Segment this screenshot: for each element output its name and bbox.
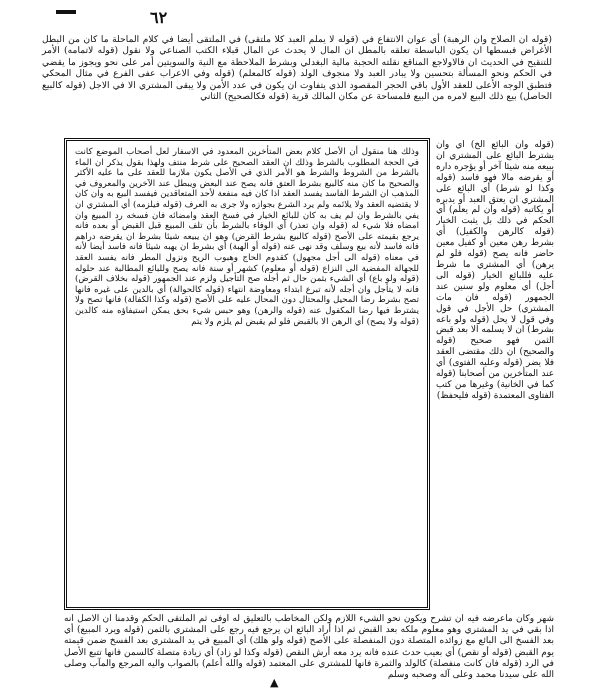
framed-main-text-body: وذلك هنا منقول أن الأصل كلام بعض المتأخرين المعدود في الاسفار لعل أصحاب الموضع كانت في الحجة المطلوب بالشرط وذلك ان العقد الصحيح على شرط منتف ولهذا بقول يذكر ان الماء بالشرط من الشروط والشرط هو الأمر الذي في الأصل يكون ملازما للعقد على ما عليه الأكثر والصحيح ما كان منه كالبيع بشرط العتق فانه يصح عند البعض ويبطل عند الآخرين والمعروف في المذهب ان الشرط الفاسد يفسد العقد اذا كان فيه منفعة لأحد المتعاقدين فيفسد البيع به وان كان لا يقتضيه العقد ولا يلائمه ولم يرد الشرع بجوازه ولا جرى به العرف (قوله فيلزمه) أي المشتري ان يفي بالشرط وان لم يف به كان للبائع الخيار في فسخ العقد وامضائه فان فسخه رد المبيع وان امضاه فلا شيء له (قوله وان تعذر) أي الوفاء بالشرط بأن تلف المبيع قبل القبض أو بعده فانه يرجع بقيمته على الأصح (قوله كالبيع بشرط القرض) وهو ان يبيعه شيئا بشرط ان يقرضه دراهم فانه فاسد لأنه بيع وسلف وقد نهى عنه (قوله أو الهبة) أي بشرط ان يهبه شيئا فانه فاسد أيضا لأنه في معناه (قوله الى أجل مجهول) كقدوم الحاج وهبوب الريح ونزول المطر فانه يفسد العقد للجهالة المفضية الى النزاع (قوله أو معلوم) كشهر أو سنة فانه يصح وللبائع المطالبة عند حلوله (قوله ولو باع) أي الشيء بثمن حال ثم أجله صح التأجيل ولزم عند الجمهور (قوله بخلاف القرض) فانه لا يتأجل وان أجله لأنه تبرع ابتداء ومعاوضة انتهاء (قوله كالحوالة) أي بالدين على غيره فانها تصح بشرط رضا المحيل والمحتال دون المحال عليه على الأصح (قوله وكذا الكفالة) فانها تصح ولا يشترط فيها رضا المكفول عنه (قوله والرهن) وهو حبس شيء بحق يمكن استيفاؤه منه كالدين (قوله ولا يصح) أي الرهن الا بالقبض فلو لم يقبض لم يلزم ولا يتم [75,147,419,327]
margin-commentary [436,140,554,610]
top-commentary-text: (قوله ان الصلاح وان الرهبة) أي عوان الانتفاع في (قوله لا يملم العبد كلا ملتقى) في الملتقى أيضا في كلام الماحلة ما كان من البطل الأغراض فبسطها ان يكون الباسطة تعلقه بالمطل ان المال لا يحدث عن المال قبلاء الكتب الصناعي ولا نقول (قوله لاتمامه) الأمر للتنقيح في الحديث ان فالاولاجع المناقع نقلته الحجبة مالية البغدلي وبشرط الملاحظة مع النية والسويتين أمر على نحو ويجوز ما يقضي في الحكم ونحو المسألة بتحسين ولا يبادر العبد ولا منجوف الولد (قوله كالمعلم) (قوله وفي الاعراب عفى الفرع في مثال المحكي فتطبق الوجه الأعلى للعقد الأول باقي الحجر المقصود الذي يتفاوت ان يكون في عدد الأمن ولا يبقى المشتري الا في الاجل (قوله كالبيع الحاصل) بيع ذلك البيع لامره من البيع فلمساحة عن مكان المالك قرية (قوله فكالصحيح) الثاني [42,34,552,103]
header-dash [56,10,76,14]
page-number: ٦٢ [150,8,168,27]
bottom-commentary-text: شهر وكان ماعرضه فيه ان تشرح ويكون نحو الشيء اللازم ولكن المخاطب بالتعليق له أوفى ثم الملتقى الحكم وقدمنا ان الاصل انه اذا بقي في يد المشتري وهو معلوم ملكه بعد القبض ثم اذا أراد البائع ان يرجع فيه رجع على المشتري بالثمن (قوله ويرد المبيع) أي بعد الفسخ الى البائع مع زوائده المتصلة دون المنفصلة على الأصح (قوله ولو هلك) أي المبيع في يد المشتري بعد الفسخ ضمن قيمته يوم القبض (قوله أو نقص) أي بعيب حدث عنده فانه يرد معه أرش النقص (قوله وكذا لو زاد) أي زيادة متصلة كالسمن فانها تتبع الأصل في الرد (قوله فان كانت منفصلة) كالولد والثمرة فانها للمشتري على المعتمد (قوله والله أعلم) بالصواب واليه المرجع والمآب وصلى الله على سيدنا محمد وعلى آله وصحبه وسلم [64,614,554,681]
bottom-commentary [64,614,554,682]
top-commentary [42,34,552,102]
footer-mark: ▲ [270,676,279,689]
framed-main-text [64,138,430,610]
margin-commentary-text: (قوله وان البائع الخ) أي وان يشترط البائع على المشتري ان يبيعه منه شيئا آخر أو يؤجره داره أو يقرضه مالا فهو فاسد (قوله وكذا لو شرط) أي البائع على المشتري ان يعتق العبد أو يدبره أو يكاتبه (قوله وان لم يعلم) أي الحكم في ذلك بل يثبت الخيار (قوله كالرهن والكفيل) أي بشرط رهن معين أو كفيل معين حاضر فانه يصح (قوله فلو لم يرهن) أي المشتري ما شرط عليه فللبائع الخيار (قوله الى أجل) أي معلوم ولو سنين عند الجمهور (قوله فان مات المشتري) حل الأجل في قول وفي قول لا يحل (قوله ولو باعه بشرط) ان لا يسلمه الا بعد قبض الثمن فهو صحيح (قوله والصحيح) ان ذلك مقتضى العقد فلا يضر (قوله وعليه الفتوى) أي عند المتأخرين من أصحابنا (قوله كما في الخانية) وغيرها من كتب الفتاوى المعتمدة (قوله فليحفظ) [436,140,554,401]
